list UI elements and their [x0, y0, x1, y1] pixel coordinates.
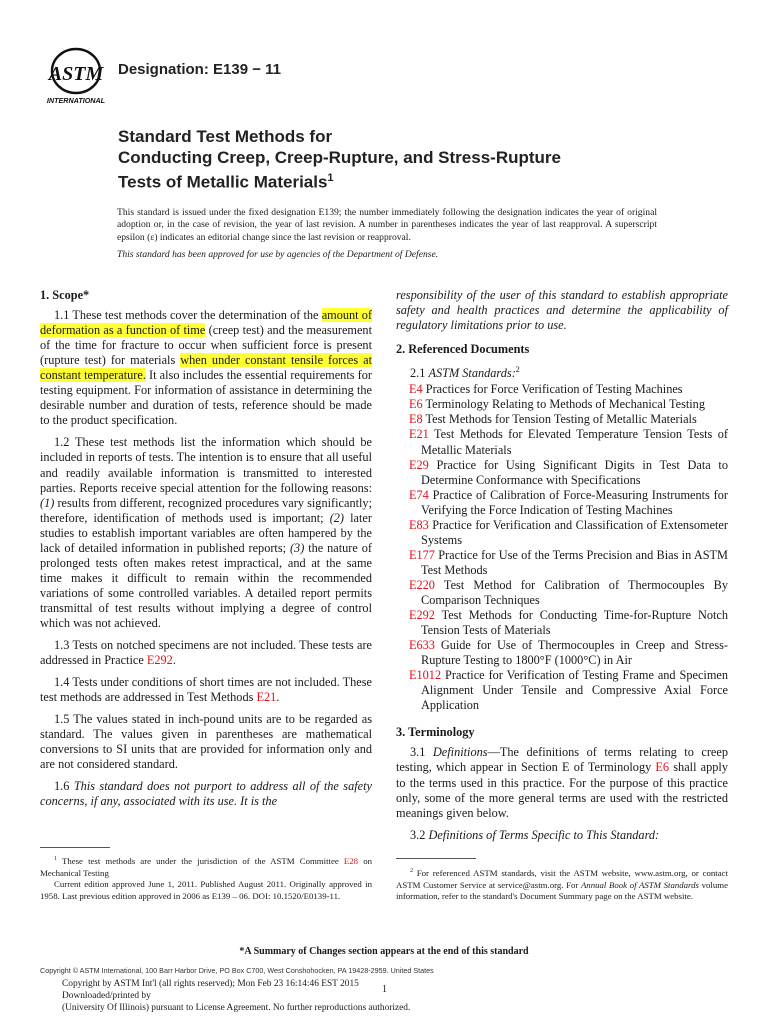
reference-code-link[interactable]: E83 [409, 517, 429, 532]
reference-title: Practice for Use of the Terms Precision and Bias in ASTM Test Methods [421, 547, 728, 577]
paragraph-3-2 [396, 828, 728, 843]
reference-title: Guide for Use of Thermocouples in Creep and Stress-Rupture Testing to 1800°F (1000°C) in Air [421, 638, 728, 668]
footnote-2 [396, 866, 728, 903]
f1-b: on Mechanical Testing [40, 855, 372, 878]
reference-list [396, 382, 728, 713]
p2-n1: (1) [40, 495, 55, 510]
reference-item [396, 397, 728, 412]
paragraph-1-6 [40, 779, 372, 809]
t1-label: Definitions [432, 745, 488, 760]
reference-item [396, 668, 728, 713]
reference-title: Practice of Calibration of Force-Measuring Instruments for Verifying the Force Indication of Testing Machines [421, 487, 728, 517]
f2-mark: 2 [410, 868, 413, 874]
download-line-3: (University Of Illinois) pursuant to License Agreement. No further reproductions authorized. [62, 1003, 411, 1014]
reference-title: Practice for Verification and Classification of Extensometer Systems [421, 517, 728, 547]
section-heading-scope: 1. Scope* [40, 288, 90, 302]
p3-text: 1.3 Tests on notched specimens are not included. These tests are addressed in Practice [40, 638, 372, 668]
footnote-rule-left [40, 847, 110, 848]
reference-code-link[interactable]: E4 [409, 382, 423, 397]
reference-code-link[interactable]: E6 [409, 397, 423, 412]
reference-code-link[interactable]: E29 [409, 457, 429, 472]
t1-a: —The definitions of terms relating to creep testing, which appear in Section E of Terminology [396, 745, 729, 775]
paragraph-1-1 [40, 308, 372, 428]
reference-code-link[interactable]: E8 [409, 412, 423, 427]
t1-num: 3.1 [410, 745, 433, 760]
paragraph-1-6-continued: responsibility of the user of this standard to establish appropriate safety and health practices and determine the applicability of regulatory limitations prior to use. [396, 288, 728, 333]
highlight-constant-forces[interactable]: when under constant tensile forces at constant temperature. [40, 353, 372, 383]
reference-code-link[interactable]: E220 [409, 577, 435, 592]
title-line-1: Standard Test Methods for [118, 127, 333, 146]
t2-label: Definitions of Terms Specific to This Standard: [428, 827, 660, 842]
reference-title: Test Method for Calibration of Thermocouples By Comparison Techniques [421, 577, 728, 607]
download-line-1: Copyright by ASTM Int'l (all rights reserved); Mon Feb 23 16:14:46 EST 2015 [62, 979, 359, 989]
reference-item [396, 548, 728, 578]
p2-c: later studies to establish important variables are often hampered by the lack of detailed information in published reports; [40, 510, 372, 555]
p4-end: . [276, 690, 280, 705]
title-line-2: Conducting Creep, Creep-Rupture, and Stress-Rupture [118, 148, 561, 167]
reference-item [396, 412, 728, 427]
astm-logo [40, 46, 112, 106]
p4-text: 1.4 Tests under conditions of short times are not included. These test methods are addressed in Test Methods [40, 675, 372, 705]
f1-mark: 1 [54, 856, 57, 862]
ref-link-e6-terminology[interactable]: E6 [655, 760, 670, 775]
reference-code-link[interactable]: E292 [409, 608, 435, 623]
p2-b: results from different, recognized procedures vary significantly; therefore, identification of methods used is important; [40, 495, 372, 525]
title-line-3-text: Tests of Metallic Materials [118, 172, 328, 192]
logo-subtext: INTERNATIONAL [46, 96, 106, 105]
section-heading-referenced: 2. Referenced Documents [396, 342, 530, 357]
left-column [40, 288, 372, 810]
paragraph-1-4 [40, 675, 372, 705]
p2-d: the nature of prolonged tests often makes retest impractical, and at the same time makes it difficult to remain within the recommended variations of some controlled variables. A detailed report permits transmittal of test results without implying a degree of control which was not achieved. [40, 540, 372, 630]
reference-title: Practices for Force Verification of Testing Machines [422, 382, 683, 397]
p2-n2: (2) [329, 510, 345, 525]
copyright-line: Copyright © ASTM International, 100 Barr Harbor Drive, PO Box C700, West Conshohocken, PA 19428-2959. United States [40, 966, 434, 975]
reference-title: Test Methods for Elevated Temperature Tension Tests of Metallic Materials [421, 427, 728, 457]
right-column [396, 288, 728, 843]
p3-end: . [172, 653, 176, 668]
reference-title: Terminology Relating to Methods of Mechanical Testing [422, 397, 705, 412]
paragraph-3-1 [396, 745, 728, 820]
footnote-rule-right [396, 858, 476, 859]
reference-code-link[interactable]: E177 [409, 547, 435, 562]
reference-code-link[interactable]: E74 [409, 487, 429, 502]
sub-label: ASTM Standards: [428, 366, 516, 381]
footnote-1-line-a [40, 854, 372, 879]
download-notice [62, 978, 410, 1015]
footnote-1-line-c: Current edition approved June 1, 2011. Published August 2011. Originally approved in 1958. Last previous edition approved in 2006 as E139 – 06. DOI: 10.1520/E0139-11. [40, 879, 372, 901]
reference-code-link[interactable]: E1012 [409, 668, 442, 683]
reference-title: Practice for Verification of Testing Frame and Specimen Alignment Under Tensile and Compressive Axial Force Application [421, 668, 728, 713]
defense-approval-note: This standard has been approved for use by agencies of the Department of Defense. [117, 249, 439, 260]
reference-item [396, 458, 728, 488]
f2-b: volume information, refer to the standard's Document Summary page on the ASTM website. [396, 879, 728, 902]
p1-mid: (creep test) and the measurement of the time for fracture to occur when sufficient force is present (rupture test) for materials [40, 323, 372, 368]
reference-item [396, 488, 728, 518]
reference-title: Practice for Using Significant Digits in Test Data to Determine Conformance with Specifications [421, 457, 728, 487]
t2-num: 3.2 [410, 827, 429, 842]
reference-code-link[interactable]: E633 [409, 638, 435, 653]
reference-item [396, 427, 728, 457]
designation-note: This standard is issued under the fixed designation E139; the number immediately following the designation indicates the year of original adoption or, in the case of revision, the year of last revision. A number in parentheses indicates the year of last reapproval. A superscript epsilon (ε) indicates an editorial change since the last revision or reapproval. [117, 207, 657, 243]
ref-link-e292[interactable]: E292 [146, 653, 173, 668]
ref-link-e21[interactable]: E21 [256, 690, 277, 705]
logo-letters: ASTM [48, 63, 104, 85]
reference-item [396, 382, 728, 397]
p6-italic: This standard does not purport to address all of the safety concerns, if any, associated with its use. It is the [40, 779, 372, 809]
paragraph-1-3 [40, 638, 372, 668]
paragraph-1-5: 1.5 The values stated in inch-pound units are to be regarded as standard. The values given in parentheses are mathematical conversions to SI units that are provided for information only and are not considered standard. [40, 712, 372, 772]
reference-item [396, 608, 728, 638]
astm-standards-subhead [396, 362, 728, 381]
reference-item [396, 638, 728, 668]
title-footnote-mark: 1 [327, 172, 334, 184]
document-title [118, 126, 678, 193]
highlight-deformation[interactable]: amount of deformation as a function of time [40, 308, 372, 338]
reference-title: Test Methods for Tension Testing of Metallic Materials [422, 412, 697, 427]
reference-item [396, 518, 728, 548]
p1-end: It also includes the essential requirements for testing equipment. For information of assistance in determining the desirable number and duration of tests, reference should be made to the product specification. [40, 368, 372, 428]
sub-num: 2.1 [410, 366, 429, 381]
designation: Designation: E139 − 11 [118, 61, 281, 78]
p1-start: 1.1 These test methods cover the determination of the [54, 308, 322, 323]
download-line-2: Downloaded/printed by [62, 991, 151, 1002]
summary-of-changes-note: *A Summary of Changes section appears at the end of this standard [239, 946, 529, 957]
ref-link-e28[interactable]: E28 [343, 855, 359, 866]
p2-a: 1.2 These test methods list the information which should be included in reports of tests. The intention is to ensure that all useful and readily available information is transmitted to interested parties. Reports receive special attention for the following reasons: [40, 435, 372, 495]
p6-num: 1.6 [54, 779, 74, 794]
footnote-2-text [396, 866, 728, 903]
title-line-3 [118, 168, 678, 193]
footnote-1 [40, 854, 372, 902]
f1-a: These test methods are under the jurisdiction of the ASTM Committee [57, 855, 344, 866]
reference-item [396, 578, 728, 608]
paragraph-1-2 [40, 435, 372, 631]
sub-footnote-mark: 2 [515, 365, 520, 375]
p2-n3: (3) [289, 540, 305, 555]
reference-code-link[interactable]: E21 [409, 427, 429, 442]
page-number: 1 [382, 984, 387, 995]
f2-italic: Annual Book of ASTM Standards [580, 879, 699, 890]
section-heading-terminology: 3. Terminology [396, 725, 475, 740]
f2-a: For referenced ASTM standards, visit the ASTM website, www.astm.org, or contact ASTM Customer Service at service@astm.org. For [396, 867, 728, 890]
t1-b: shall apply to the terms used in this practice. For the purpose of this practice only, some of the more general terms are used with the restricted meanings given below. [396, 760, 728, 820]
reference-title: Test Methods for Conducting Time-for-Rupture Notch Tension Tests of Materials [421, 608, 728, 638]
